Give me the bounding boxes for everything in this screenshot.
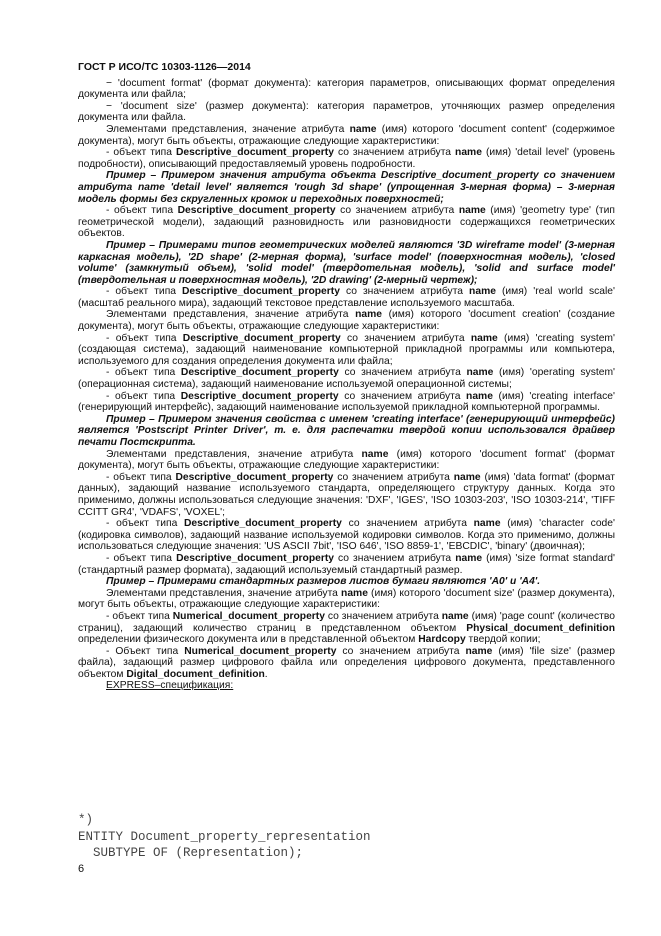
- para-document-size-intro: Элементами представления, значение атрибута name (имя) которого 'document size' (размер документа), могут быть объекты, отражающие следующие характеристики:: [78, 587, 615, 611]
- para-real-world-scale: - объект типа Descriptive_document_property со значением атрибута name (имя) 'real world scale' (масштаб реального мира), задающий текстовое представление используемого масштаба.: [78, 286, 615, 309]
- para-operating-system: - объект типа Descriptive_document_property со значением атрибута name (имя) 'operating system' (операционная система), задающий наименование используемой операционной системы;: [78, 367, 615, 391]
- para-creating-system: - объект типа Descriptive_document_property со значением атрибута name (имя) 'creating system' (создающая система), задающий наименование компьютерной прикладной программы или компьютера, используемого для создания определения документа или файла;: [78, 332, 615, 367]
- example-paper-sizes: Пример – Примерами стандартных размеров листов бумаги являются 'A0' и 'A4'.: [106, 576, 541, 588]
- para-page-count: - объект типа Numerical_document_property со значением атрибута name (имя) 'page count' (количество страниц), задающий количество страниц в представленном объектом Physical_document_definition определении физического документа или в представленной объектом Hardcopy твердой копии;: [78, 610, 615, 646]
- para-geometry-type: - объект типа Descriptive_document_property со значением атрибута name (имя) 'geometry type' (тип геометрической модели), задающий разновидность или разновидности содержащихся геометрических объектов.: [78, 205, 615, 240]
- code-line: SUBTYPE OF (Representation);: [78, 846, 304, 860]
- example-geometry-types: Пример – Примерами типов геометрических моделей являются '3D wireframe model' (3-мерная каркасная модель), '2D shape' (2-мерная форма), 'surface model' (поверхностная модель), 'closed volume' (замкнутый объем), 'solid model' (твердотельная модель), 'solid and surface model' (твердотельная и поверхностная модель), '2D drawing' (2-мерный чертеж);: [78, 239, 615, 286]
- code-line: *): [78, 813, 94, 827]
- standard-header: ГОСТ Р ИСО/ТС 10303-1126—2014: [78, 61, 251, 73]
- para-detail-level: - объект типа Descriptive_document_property со значением атрибута name (имя) 'detail level' (уровень подробности), описывающий предоставляемый уровень подробности.: [78, 147, 615, 170]
- code-line: ENTITY Document_property_representation: [78, 829, 371, 844]
- express-spec-heading: EXPRESS–спецификация:: [106, 680, 234, 692]
- para-file-size: - Объект типа Numerical_document_property со значением атрибута name (имя) 'file size' (размер файла), задающий размер цифрового файла или определения цифрового документа, представленного объектом Digital_document_definition.: [78, 645, 615, 680]
- para-document-creation-intro: Элементами представления, значение атрибута name (имя) которого 'document creation' (создание документа), могут быть объекты, отражающие следующие характеристики:: [78, 309, 615, 333]
- para-document-format: − 'document format' (формат документа): категория параметров, описывающих формат определения документа или файла;: [78, 77, 615, 101]
- para-document-content-intro: Элементами представления, значение атрибута name (имя) которого 'document content' (содержимое документа), могут быть объекты, отражающие следующие характеристики:: [78, 123, 616, 147]
- document-page: [78, 62, 615, 692]
- para-document-size: − 'document size' (размер документа): категория параметров, уточняющих размер определения документа или файла.: [78, 100, 615, 124]
- para-data-format: - объект типа Descriptive_document_property со значением атрибута name (имя) 'data format' (формат данных), задающий название используемого стандарта, определяющего структуру данных. Когда это применимо, должны использоваться следующие значения: 'DXF', 'IGES', 'ISO 10303-203', 'ISO 10303-214', 'TIFF CCITT GR4', 'VDAFS', 'VOXEL';: [78, 471, 615, 518]
- example-creating-interface: Пример – Примером значения свойства с именем 'creating interface' (генерирующий интерфейс) является 'Postscript Printer Driver', т. е. для распечатки твердой копии использовался драйвер печати Постскрипта.: [78, 413, 615, 448]
- example-detail-level: Пример – Примером значения атрибута объекта Descriptive_document_property со значением атрибута name 'detail level' является 'rough 3d shape' (упрощенная 3-мерная форма) – 3-мерная модель формы без скругленных кромок и переходных поверхностей;: [78, 170, 615, 205]
- para-creating-interface: - объект типа Descriptive_document_property со значением атрибута name (имя) 'creating interface' (генерирующий интерфейс), задающий наименование используемой прикладной компьютерной программы.: [78, 390, 615, 414]
- para-character-code: - объект типа Descriptive_document_property со значением атрибута name (имя) 'character code' (кодировка символов), задающий название используемой кодировки символов. Когда это применимо, должны использоваться следующие значения: 'US ASCII 7bit', 'ISO 646', 'ISO 8859-1', 'EBCDIC', 'binary' (двоичная);: [78, 518, 615, 553]
- express-code-block: [78, 812, 371, 862]
- para-size-format-standard: - объект типа Descriptive_document_property со значением атрибута name (имя) 'size format standard' (стандартный размер формата), задающий используемый стандартный размер.: [78, 552, 615, 576]
- para-document-format-intro: Элементами представления, значение атрибута name (имя) которого 'document format' (формат документа), могут быть объекты, отражающие следующие характеристики:: [78, 448, 615, 472]
- page-number: 6: [78, 863, 85, 875]
